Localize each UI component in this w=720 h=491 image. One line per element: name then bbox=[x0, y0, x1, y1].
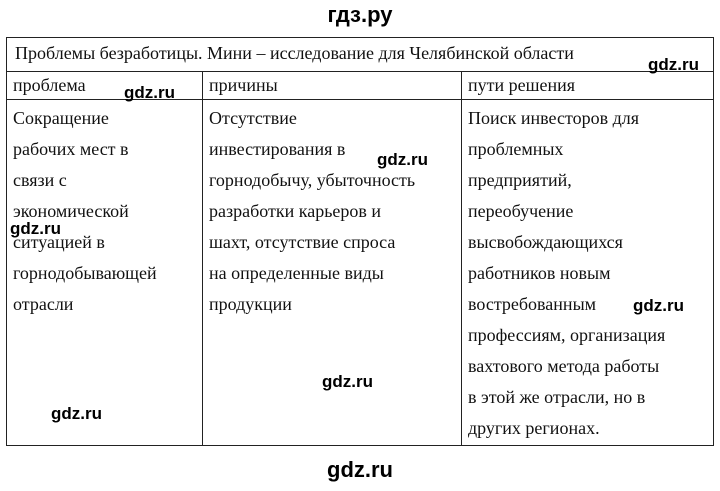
cell-line: профессиям, организация bbox=[468, 325, 666, 345]
table-header-row bbox=[7, 72, 713, 100]
watermark: gdz.ru bbox=[648, 55, 699, 74]
cell-line: рабочих мест в bbox=[13, 139, 129, 159]
cell-line: инвестирования в bbox=[209, 139, 346, 159]
watermark: gdz.ru bbox=[633, 296, 684, 315]
column-header-solutions: пути решения bbox=[468, 75, 576, 95]
cell-line: переобучение bbox=[468, 201, 574, 221]
site-header: гдз.ру bbox=[327, 2, 393, 27]
cell-line: высвобождающихся bbox=[468, 232, 623, 252]
cell-line: Сокращение bbox=[13, 108, 109, 128]
cell-line: горнодобывающей bbox=[13, 263, 157, 283]
cell-line: шахт, отсутствие спроса bbox=[209, 232, 396, 252]
cell-line: отрасли bbox=[13, 294, 74, 314]
cell-line: горнодобычу, убыточность bbox=[209, 170, 416, 190]
cell-line: разработки карьеров и bbox=[209, 201, 382, 221]
cell-line: на определенные виды bbox=[209, 263, 384, 283]
watermark: gdz.ru bbox=[51, 404, 102, 423]
watermark: gdz.ru bbox=[10, 219, 61, 238]
watermark: gdz.ru bbox=[322, 372, 373, 391]
column-header-causes: причины bbox=[203, 72, 462, 99]
site-footer: gdz.ru bbox=[327, 457, 393, 482]
cell-line: экономической bbox=[13, 201, 129, 221]
cell-line: связи с bbox=[13, 170, 67, 190]
cell-line: в этой же отрасли, но в bbox=[468, 387, 646, 407]
cell-line: продукции bbox=[209, 294, 292, 314]
cell-problem bbox=[7, 100, 203, 445]
table-row bbox=[7, 100, 713, 445]
cell-line: Поиск инвесторов для bbox=[468, 108, 639, 128]
cell-line: ситуацией в bbox=[13, 232, 105, 252]
cell-line: проблемных bbox=[468, 139, 564, 159]
cell-line: вахтового метода работы bbox=[468, 356, 660, 376]
cell-line: востребованным bbox=[468, 294, 597, 314]
cell-line: других регионах. bbox=[468, 418, 600, 438]
cell-solutions bbox=[462, 100, 713, 445]
watermark: gdz.ru bbox=[124, 83, 175, 102]
cell-line: работников новым bbox=[468, 263, 611, 283]
watermark: gdz.ru bbox=[377, 150, 428, 169]
column-header-problem: проблема bbox=[7, 72, 203, 99]
cell-line: Отсутствие bbox=[209, 108, 297, 128]
cell-line: предприятий, bbox=[468, 170, 572, 190]
table-title: Проблемы безработицы. Мини – исследование для Челябинской области bbox=[7, 38, 713, 72]
